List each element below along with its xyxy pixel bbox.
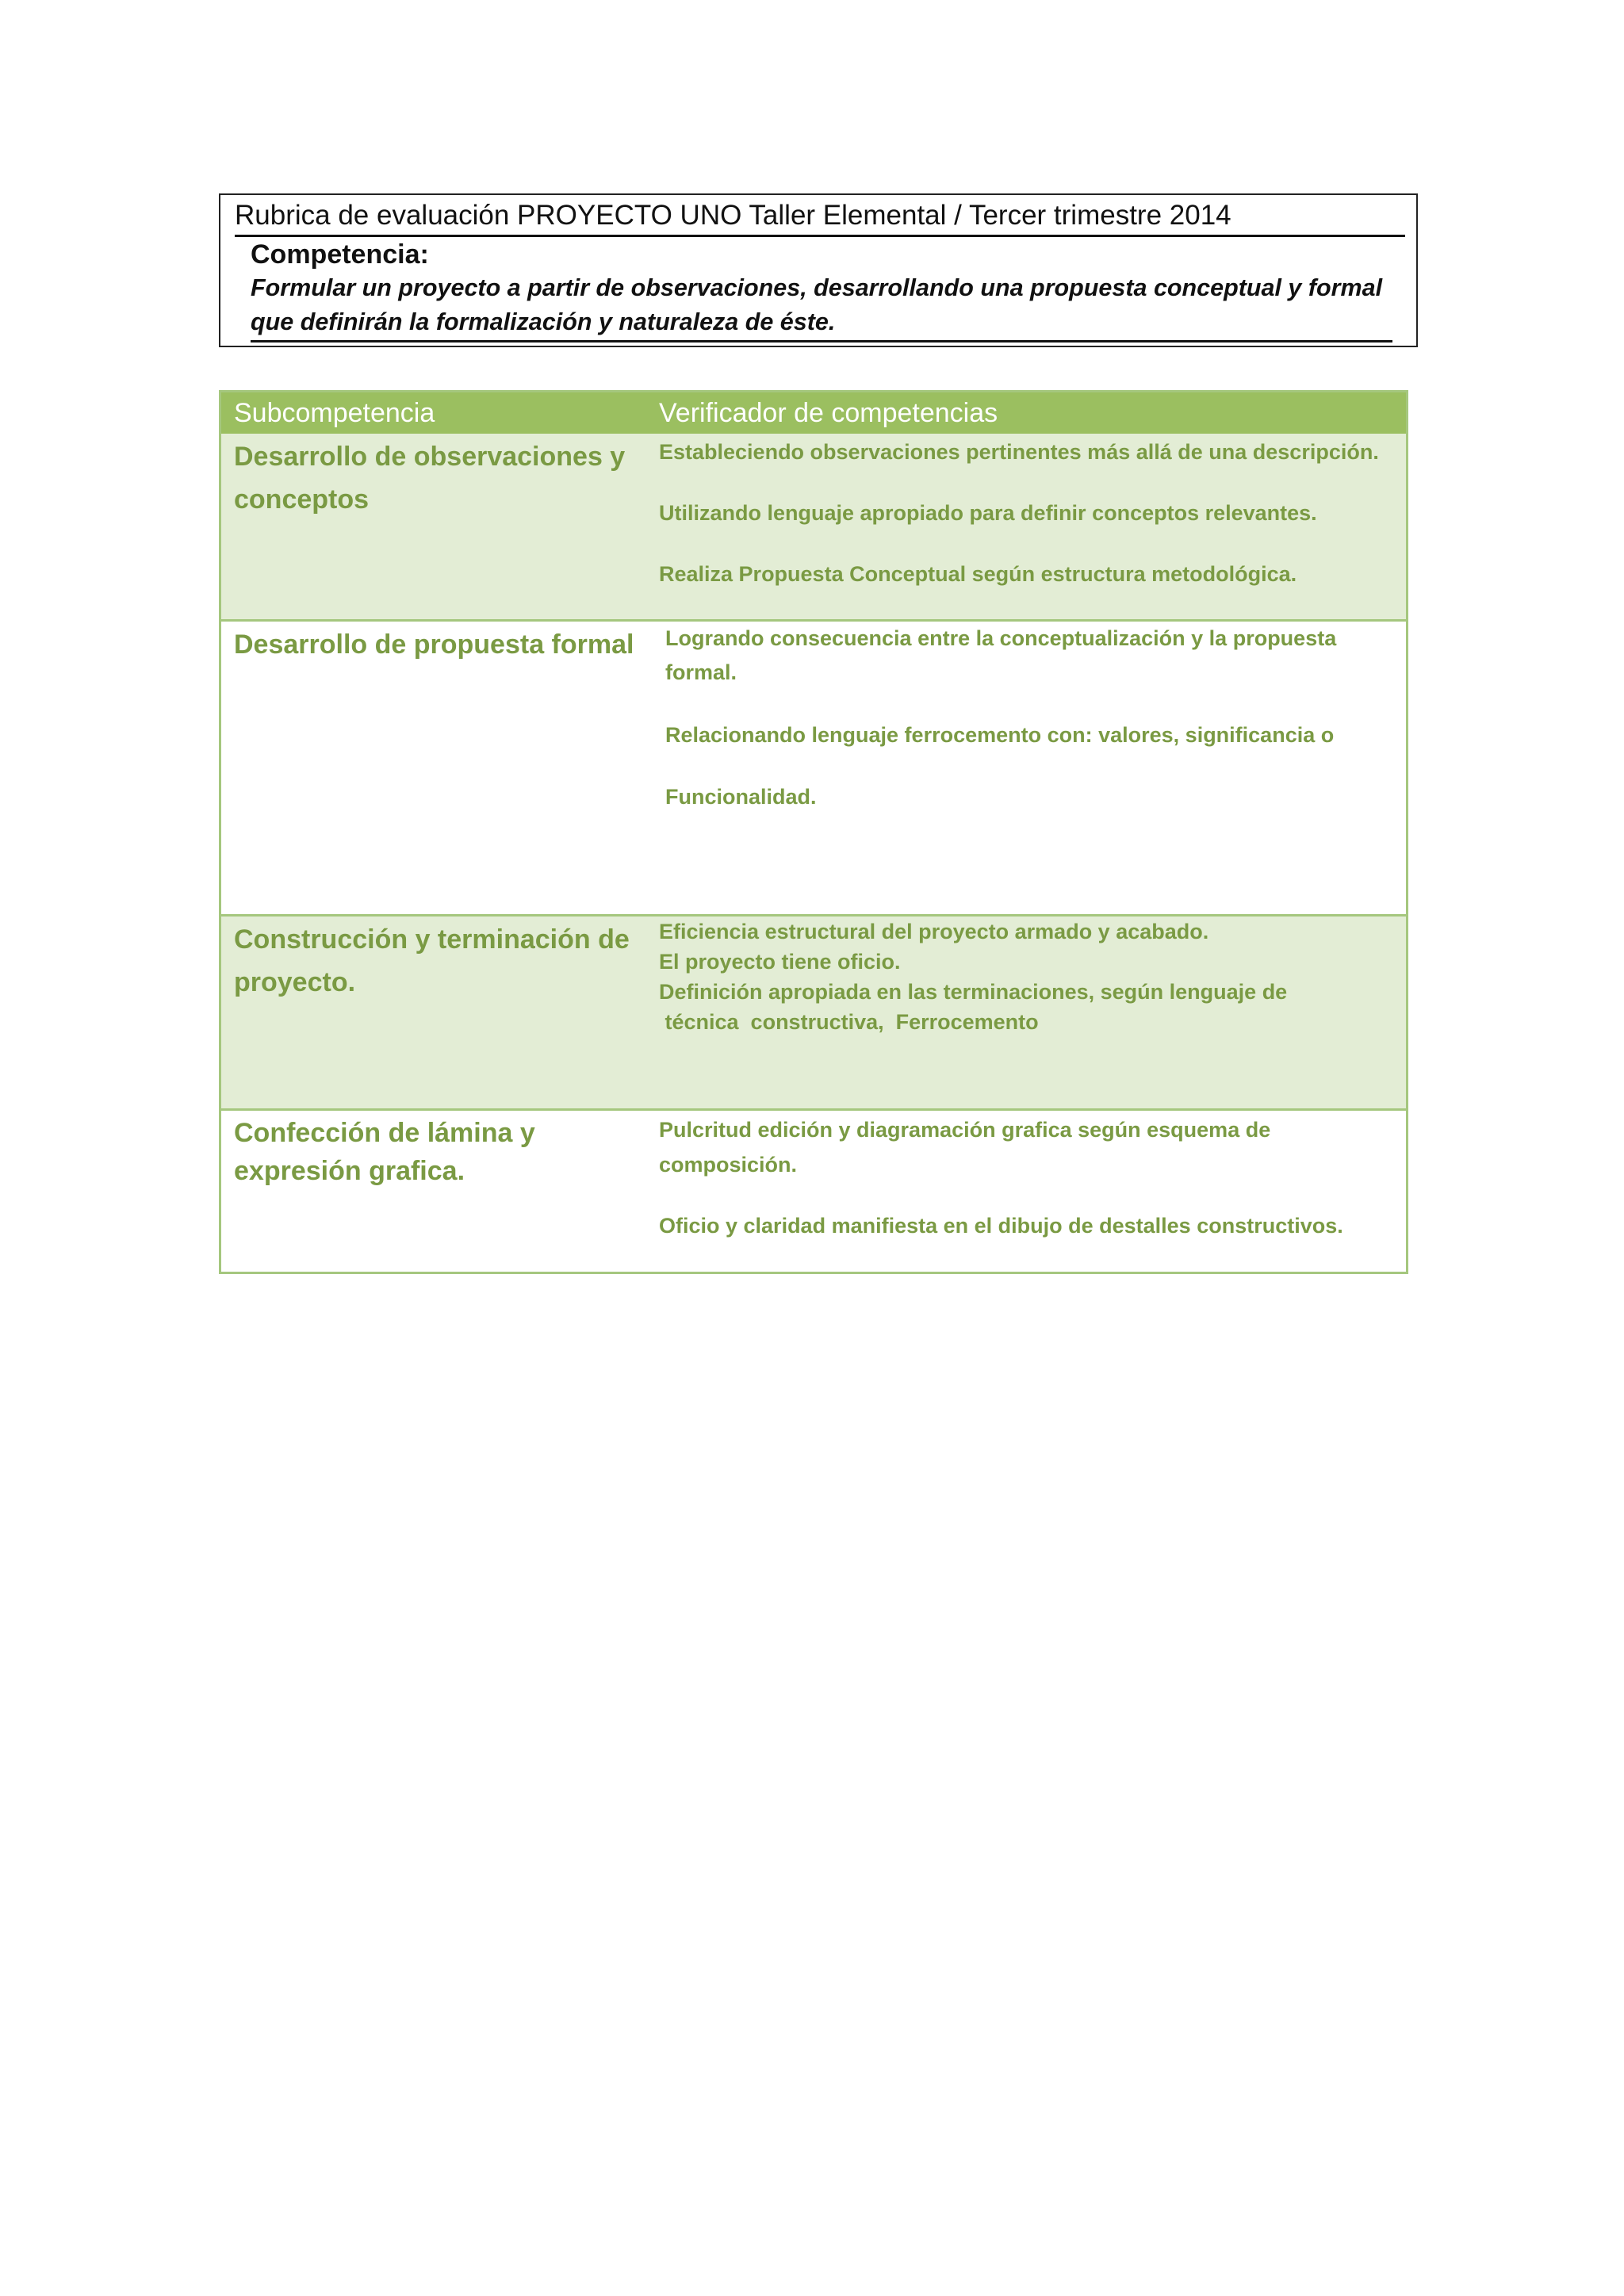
table-header-row — [221, 392, 1406, 434]
verificador-item: Utilizando lenguaje apropiado para definir conceptos relevantes. — [659, 501, 1317, 525]
verificador-item: Logrando consecuencia entre la conceptualización y la propuesta — [665, 626, 1337, 650]
verificador-item: Funcionalidad. — [665, 785, 817, 809]
subcompetencia-line: Confección de lámina y — [234, 1118, 535, 1148]
table-row — [221, 914, 1406, 1108]
verificador-item: Estableciendo observaciones pertinentes más allá de una descripción. — [659, 440, 1379, 464]
verificador-cell — [665, 622, 1395, 814]
subcompetencia-cell — [234, 623, 646, 666]
column-header-subcompetencia: Subcompetencia — [234, 398, 435, 428]
competencia-label: Competencia: — [251, 239, 429, 270]
verificador-item: formal. — [665, 660, 737, 684]
verificador-cell — [659, 1112, 1388, 1243]
subcompetencia-line: Construcción y terminación de — [234, 924, 630, 955]
verificador-item: Realiza Propuesta Conceptual según estructura metodológica. — [659, 562, 1297, 586]
rubric-table — [219, 390, 1408, 1274]
competencia-description — [251, 271, 1392, 342]
table-row — [221, 1108, 1406, 1272]
verificador-item: Oficio y claridad manifiesta en el dibujo de destalles constructivos. — [659, 1214, 1343, 1238]
competencia-line-1: Formular un proyecto a partir de observaciones, desarrollando una propuesta conceptual y formal — [251, 274, 1383, 301]
verificador-item: técnica constructiva, Ferrocemento — [659, 1010, 1039, 1034]
subcompetencia-line: proyecto. — [234, 967, 356, 997]
subcompetencia-cell — [234, 918, 646, 1004]
rubric-header-box — [219, 193, 1418, 347]
verificador-item: Pulcritud edición y diagramación grafica según esquema de — [659, 1118, 1271, 1142]
subcompetencia-line: expresión grafica. — [234, 1156, 465, 1186]
verificador-cell — [659, 916, 1388, 1037]
verificador-item: Definición apropiada en las terminaciones, según lenguaje de — [659, 980, 1288, 1004]
document-title: Rubrica de evaluación PROYECTO UNO Taller Elemental / Tercer trimestre 2014 — [235, 197, 1405, 237]
subcompetencia-cell — [234, 435, 646, 521]
subcompetencia-line: conceptos — [234, 484, 370, 515]
table-row — [221, 434, 1406, 619]
subcompetencia-line: Desarrollo de propuesta formal — [234, 629, 634, 660]
verificador-item: Eficiencia estructural del proyecto armado y acabado. — [659, 920, 1209, 943]
subcompetencia-line: Desarrollo de observaciones y — [234, 442, 626, 472]
verificador-item: Relacionando lenguaje ferrocemento con: valores, significancia o — [665, 723, 1335, 747]
verificador-item: El proyecto tiene oficio. — [659, 950, 901, 974]
verificador-cell — [659, 434, 1388, 617]
table-row — [221, 619, 1406, 914]
subcompetencia-cell — [234, 1114, 646, 1190]
competencia-line-2: que definirán la formalización y naturaleza de éste. — [251, 308, 836, 335]
verificador-item: composición. — [659, 1153, 798, 1177]
column-header-verificador: Verificador de competencias — [659, 398, 998, 428]
